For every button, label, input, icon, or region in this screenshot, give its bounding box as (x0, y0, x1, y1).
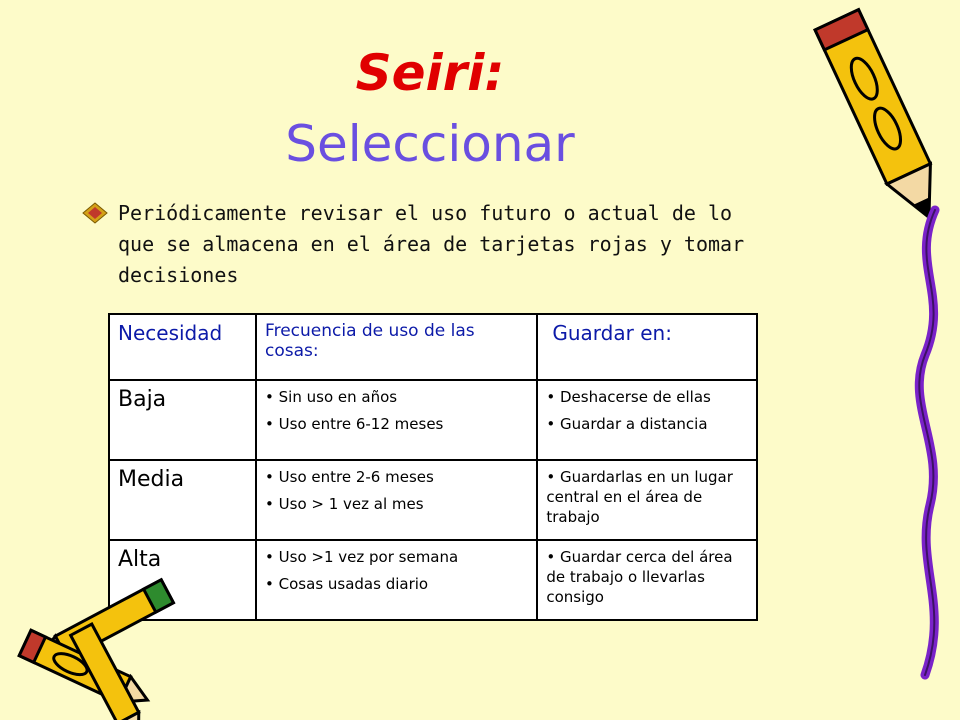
storage-table (108, 313, 758, 621)
list-item: • Cosas usadas diario (265, 574, 528, 594)
title-colon: : (484, 44, 505, 102)
store-list (546, 467, 748, 527)
pencils-clipart-icon (0, 575, 195, 720)
bullet-diamond-icon (82, 202, 108, 224)
frequency-list (265, 547, 528, 594)
slide-title (0, 44, 860, 102)
list-item: • Uso entre 2-6 meses (265, 467, 528, 487)
list-item: • Uso >1 vez por semana (265, 547, 528, 567)
list-item: • Guardar cerca del área de trabajo o llevarlas consigo (546, 547, 748, 607)
frequency-list (265, 387, 528, 434)
table-row (109, 460, 757, 540)
slide-subtitle: Seleccionar (285, 115, 575, 173)
table-row (109, 380, 757, 460)
header-guardar: Guardar en: (552, 321, 672, 345)
list-item: • Guardar a distancia (546, 414, 748, 434)
bullet-text: Periódicamente revisar el uso futuro o actual de lo que se almacena en el área de tarjetas rojas y tomar decisiones (118, 201, 745, 287)
title-seiri: Seiri (355, 44, 485, 102)
table-header-row (109, 314, 757, 380)
list-item: • Sin uso en años (265, 387, 528, 407)
header-frecuencia: Frecuencia de uso de las cosas: (265, 321, 475, 361)
list-item: • Uso entre 6-12 meses (265, 414, 528, 434)
store-list (546, 387, 748, 434)
purple-squiggle-icon (895, 205, 960, 705)
list-item: • Deshacerse de ellas (546, 387, 748, 407)
level-baja: Baja (118, 387, 167, 412)
bullet-paragraph (80, 198, 780, 291)
table-row (109, 540, 757, 620)
frequency-list (265, 467, 528, 514)
store-list (546, 547, 748, 607)
level-alta: Alta (118, 547, 162, 572)
list-item: • Guardarlas en un lugar central en el área de trabajo (546, 467, 748, 527)
level-media: Media (118, 467, 185, 492)
list-item: • Uso > 1 vez al mes (265, 494, 528, 514)
header-necesidad: Necesidad (118, 321, 223, 345)
